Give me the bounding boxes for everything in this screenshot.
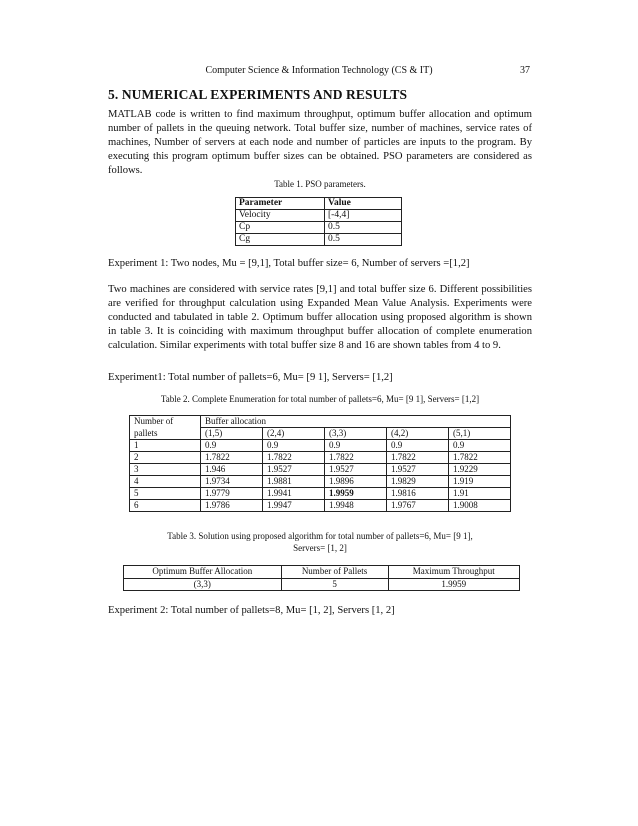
experiment1-line: Experiment1: Total number of pallets=6, Mu= [9 1], Servers= [1,2] [108,372,393,383]
table-cell: 1.91 [449,488,511,500]
table-cell: 1.9829 [387,476,449,488]
table-cell: (3,3) [124,578,282,591]
table-row [130,464,511,476]
experiment1-paragraph: Two machines are considered with service rates [9,1] and total buffer size 6. Different possibilities are verified for throughput calculation using Expanded Mean Value Analysis. Experiments were conducted and tabulated in table 2. Optimum buffer allocation using proposed algorithm is shown in table 3. It is coinciding with maximum throughput buffer allocation of complete enumeration calculation. Similar experiments with total buffer size 8 and 16 are shown tables from 4 to 9. [108,284,532,351]
table-cell: 1.9786 [201,500,263,512]
table-cell: 1.9527 [263,464,325,476]
table-cell: 0.5 [325,234,402,246]
table-cell: 0.5 [325,222,402,234]
table-header-cell: Maximum Throughput [388,566,519,579]
experiment2-line: Experiment 2: Total number of pallets=8, Mu= [1, 2], Servers [1, 2] [108,605,395,616]
max-throughput-cell: 1.9959 [325,488,387,500]
table-cell: 1.9527 [325,464,387,476]
table3-caption-line2: Servers= [1, 2] [293,543,347,553]
table-cell: 1.946 [201,464,263,476]
table-cell: 1.9527 [387,464,449,476]
table-cell: 0.9 [263,440,325,452]
table-cell: 1.7822 [449,452,511,464]
table-header-cell: Number of Pallets [281,566,388,579]
table-cell: 1.9959 [388,578,519,591]
table-row [130,488,511,500]
table-row [236,210,402,222]
table-cell: 1.9734 [201,476,263,488]
table-cell: 1.9779 [201,488,263,500]
table-header-row [236,198,402,210]
table-header-cell: Optimum Buffer Allocation [124,566,282,579]
pallets-cell: 3 [130,464,201,476]
table-cell: 5 [281,578,388,591]
table-cell: 1.9881 [263,476,325,488]
pallets-cell: 4 [130,476,201,488]
intro-paragraph: MATLAB code is written to find maximum throughput, optimum buffer allocation and optimum number of pallets in the queuing network. Total buffer size, number of machines, service rates of machines, Number of servers at each node and number of particles are inputs to the program. By executing this program optimum buffer sizes can be obtained. PSO parameters are considered as follows. [108,109,532,176]
table-header-row [130,428,511,440]
column-header: (3,3) [325,428,387,440]
buffer-allocation-header: Buffer allocation [201,416,511,428]
table-cell: 0.9 [449,440,511,452]
table-cell: 1.9767 [387,500,449,512]
solution-table [123,565,520,591]
table-header-row [130,416,511,428]
section-title: NUMERICAL EXPERIMENTS AND RESULTS [121,87,408,102]
table-cell: 1.7822 [201,452,263,464]
running-header: Computer Science & Information Technology (CS & IT) [205,65,433,76]
column-header: (5,1) [449,428,511,440]
pallets-cell: 5 [130,488,201,500]
row-header-label: Number of [130,416,201,428]
table2-caption: Table 2. Complete Enumeration for total number of pallets=6, Mu= [9 1], Servers= [1,2] [160,394,480,404]
column-header: (4,2) [387,428,449,440]
section-heading [108,87,407,103]
table3-caption-line1: Table 3. Solution using proposed algorithm for total number of pallets=6, Mu= [9 1], [167,531,473,541]
table-row [124,578,520,591]
table-cell: 1.7822 [325,452,387,464]
table-header-cell: Value [325,198,402,210]
table-row [130,440,511,452]
experiment1-heading: Experiment 1: Two nodes, Mu = [9,1], Total buffer size= 6, Number of servers =[1,2] [108,258,470,269]
column-header: (1,5) [201,428,263,440]
table-cell: 1.9948 [325,500,387,512]
table-cell: [-4,4] [325,210,402,222]
table-cell: 1.9941 [263,488,325,500]
complete-enumeration-table [129,415,511,512]
table-cell: 1.9229 [449,464,511,476]
column-header: (2,4) [263,428,325,440]
table-cell: Velocity [236,210,325,222]
table1-caption: Table 1. PSO parameters. [274,179,366,189]
table-header-cell: Parameter [236,198,325,210]
pallets-cell: 2 [130,452,201,464]
table-cell: 1.9896 [325,476,387,488]
pso-parameters-table [235,197,402,246]
table-cell: 1.7822 [263,452,325,464]
table-cell: Cp [236,222,325,234]
table-cell: Cg [236,234,325,246]
pallets-cell: 6 [130,500,201,512]
table-header-row [124,566,520,579]
table-row [130,452,511,464]
table-row [130,476,511,488]
section-number: 5. [108,87,119,102]
table-row [236,222,402,234]
row-header-label: pallets [130,428,201,440]
table-cell: 1.7822 [387,452,449,464]
table-row [236,234,402,246]
table-cell: 0.9 [387,440,449,452]
table-cell: 0.9 [325,440,387,452]
pallets-cell: 1 [130,440,201,452]
page-number: 37 [520,65,530,76]
table-cell: 1.9816 [387,488,449,500]
table-cell: 1.919 [449,476,511,488]
table-cell: 0.9 [201,440,263,452]
table-cell: 1.9008 [449,500,511,512]
table-cell: 1.9947 [263,500,325,512]
table-row [130,500,511,512]
